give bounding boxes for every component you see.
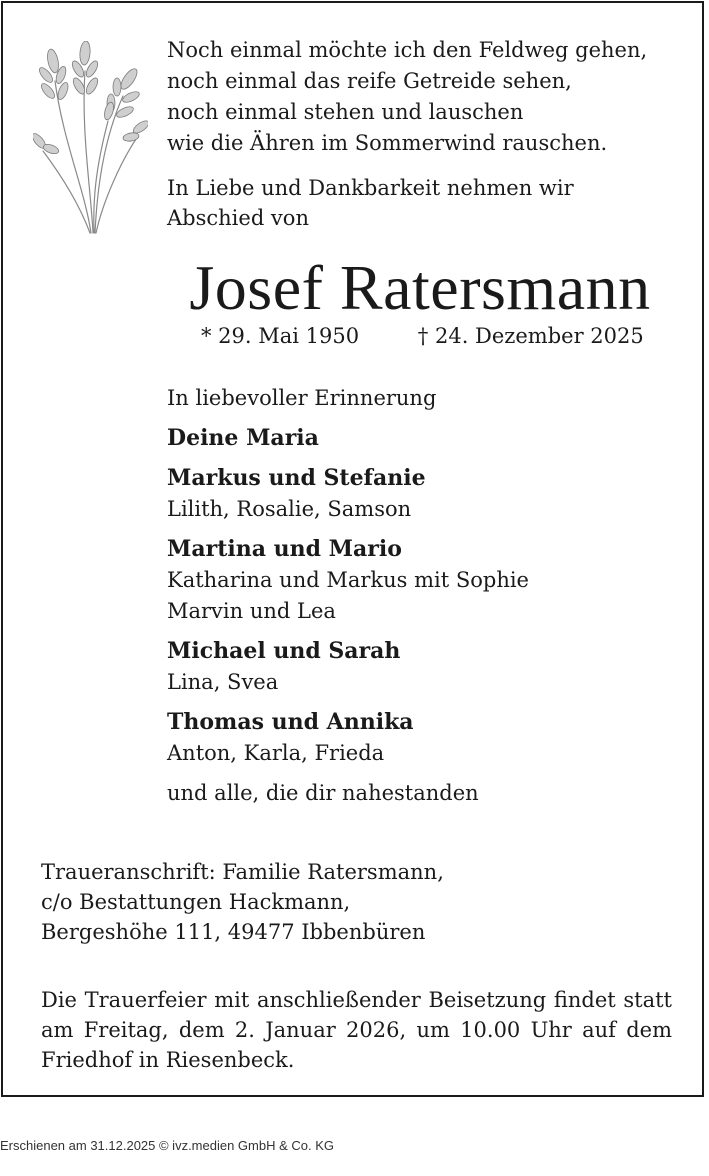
- ceremony-notice: Die Trauerfeier mit anschließender Beisetzung findet statt am Freitag, dem 2. Januar 2026, um 10.00 Uhr auf dem Friedhof in Riesenbeck.: [41, 988, 672, 1072]
- wheat-ears-icon: [33, 41, 148, 236]
- birth-date: * 29. Mai 1950: [201, 324, 360, 348]
- poem-line: noch einmal das reife Getreide sehen,: [167, 69, 572, 93]
- family-name: Martina und Mario: [167, 536, 402, 562]
- family-name: Michael und Sarah: [167, 638, 401, 664]
- family-children: Marvin und Lea: [167, 599, 336, 623]
- deceased-name: Josef Ratersmann: [189, 252, 651, 323]
- death-date: † 24. Dezember 2025: [417, 324, 644, 348]
- family-name: Markus und Stefanie: [167, 465, 426, 491]
- address-line: Bergeshöhe 111, 49477 Ibbenbüren: [41, 920, 426, 944]
- mourning-address: [41, 857, 444, 947]
- family-name: Thomas und Annika: [167, 709, 414, 735]
- life-dates: [201, 321, 644, 351]
- poem-line: noch einmal stehen und lauschen: [167, 100, 524, 124]
- family-children: Katharina und Markus mit Sophie: [167, 568, 529, 592]
- family-children: Lilith, Rosalie, Samson: [167, 497, 412, 521]
- address-line: c/o Bestattungen Hackmann,: [41, 890, 351, 914]
- intro-line: In Liebe und Dankbarkeit nehmen wir: [167, 176, 574, 200]
- address-line: Traueranschrift: Familie Ratersmann,: [41, 860, 444, 884]
- publication-footer: Erschienen am 31.12.2025 © ivz.medien GmbH & Co. KG: [0, 1138, 335, 1153]
- poem: [167, 35, 647, 159]
- mourners-heading: In liebevoller Erinnerung: [167, 386, 437, 410]
- poem-line: Noch einmal möchte ich den Feldweg gehen,: [167, 38, 648, 62]
- family-children: Lina, Svea: [167, 670, 279, 694]
- intro-text: [167, 173, 574, 233]
- spouse-name: Deine Maria: [167, 425, 319, 451]
- obituary-frame: [1, 1, 704, 1097]
- family-children: Anton, Karla, Frieda: [167, 741, 385, 765]
- poem-line: wie die Ähren im Sommerwind rauschen.: [167, 131, 608, 155]
- mourners-list: [167, 383, 529, 809]
- intro-line: Abschied von: [167, 206, 309, 230]
- mourners-closing: und alle, die dir nahestanden: [167, 781, 479, 805]
